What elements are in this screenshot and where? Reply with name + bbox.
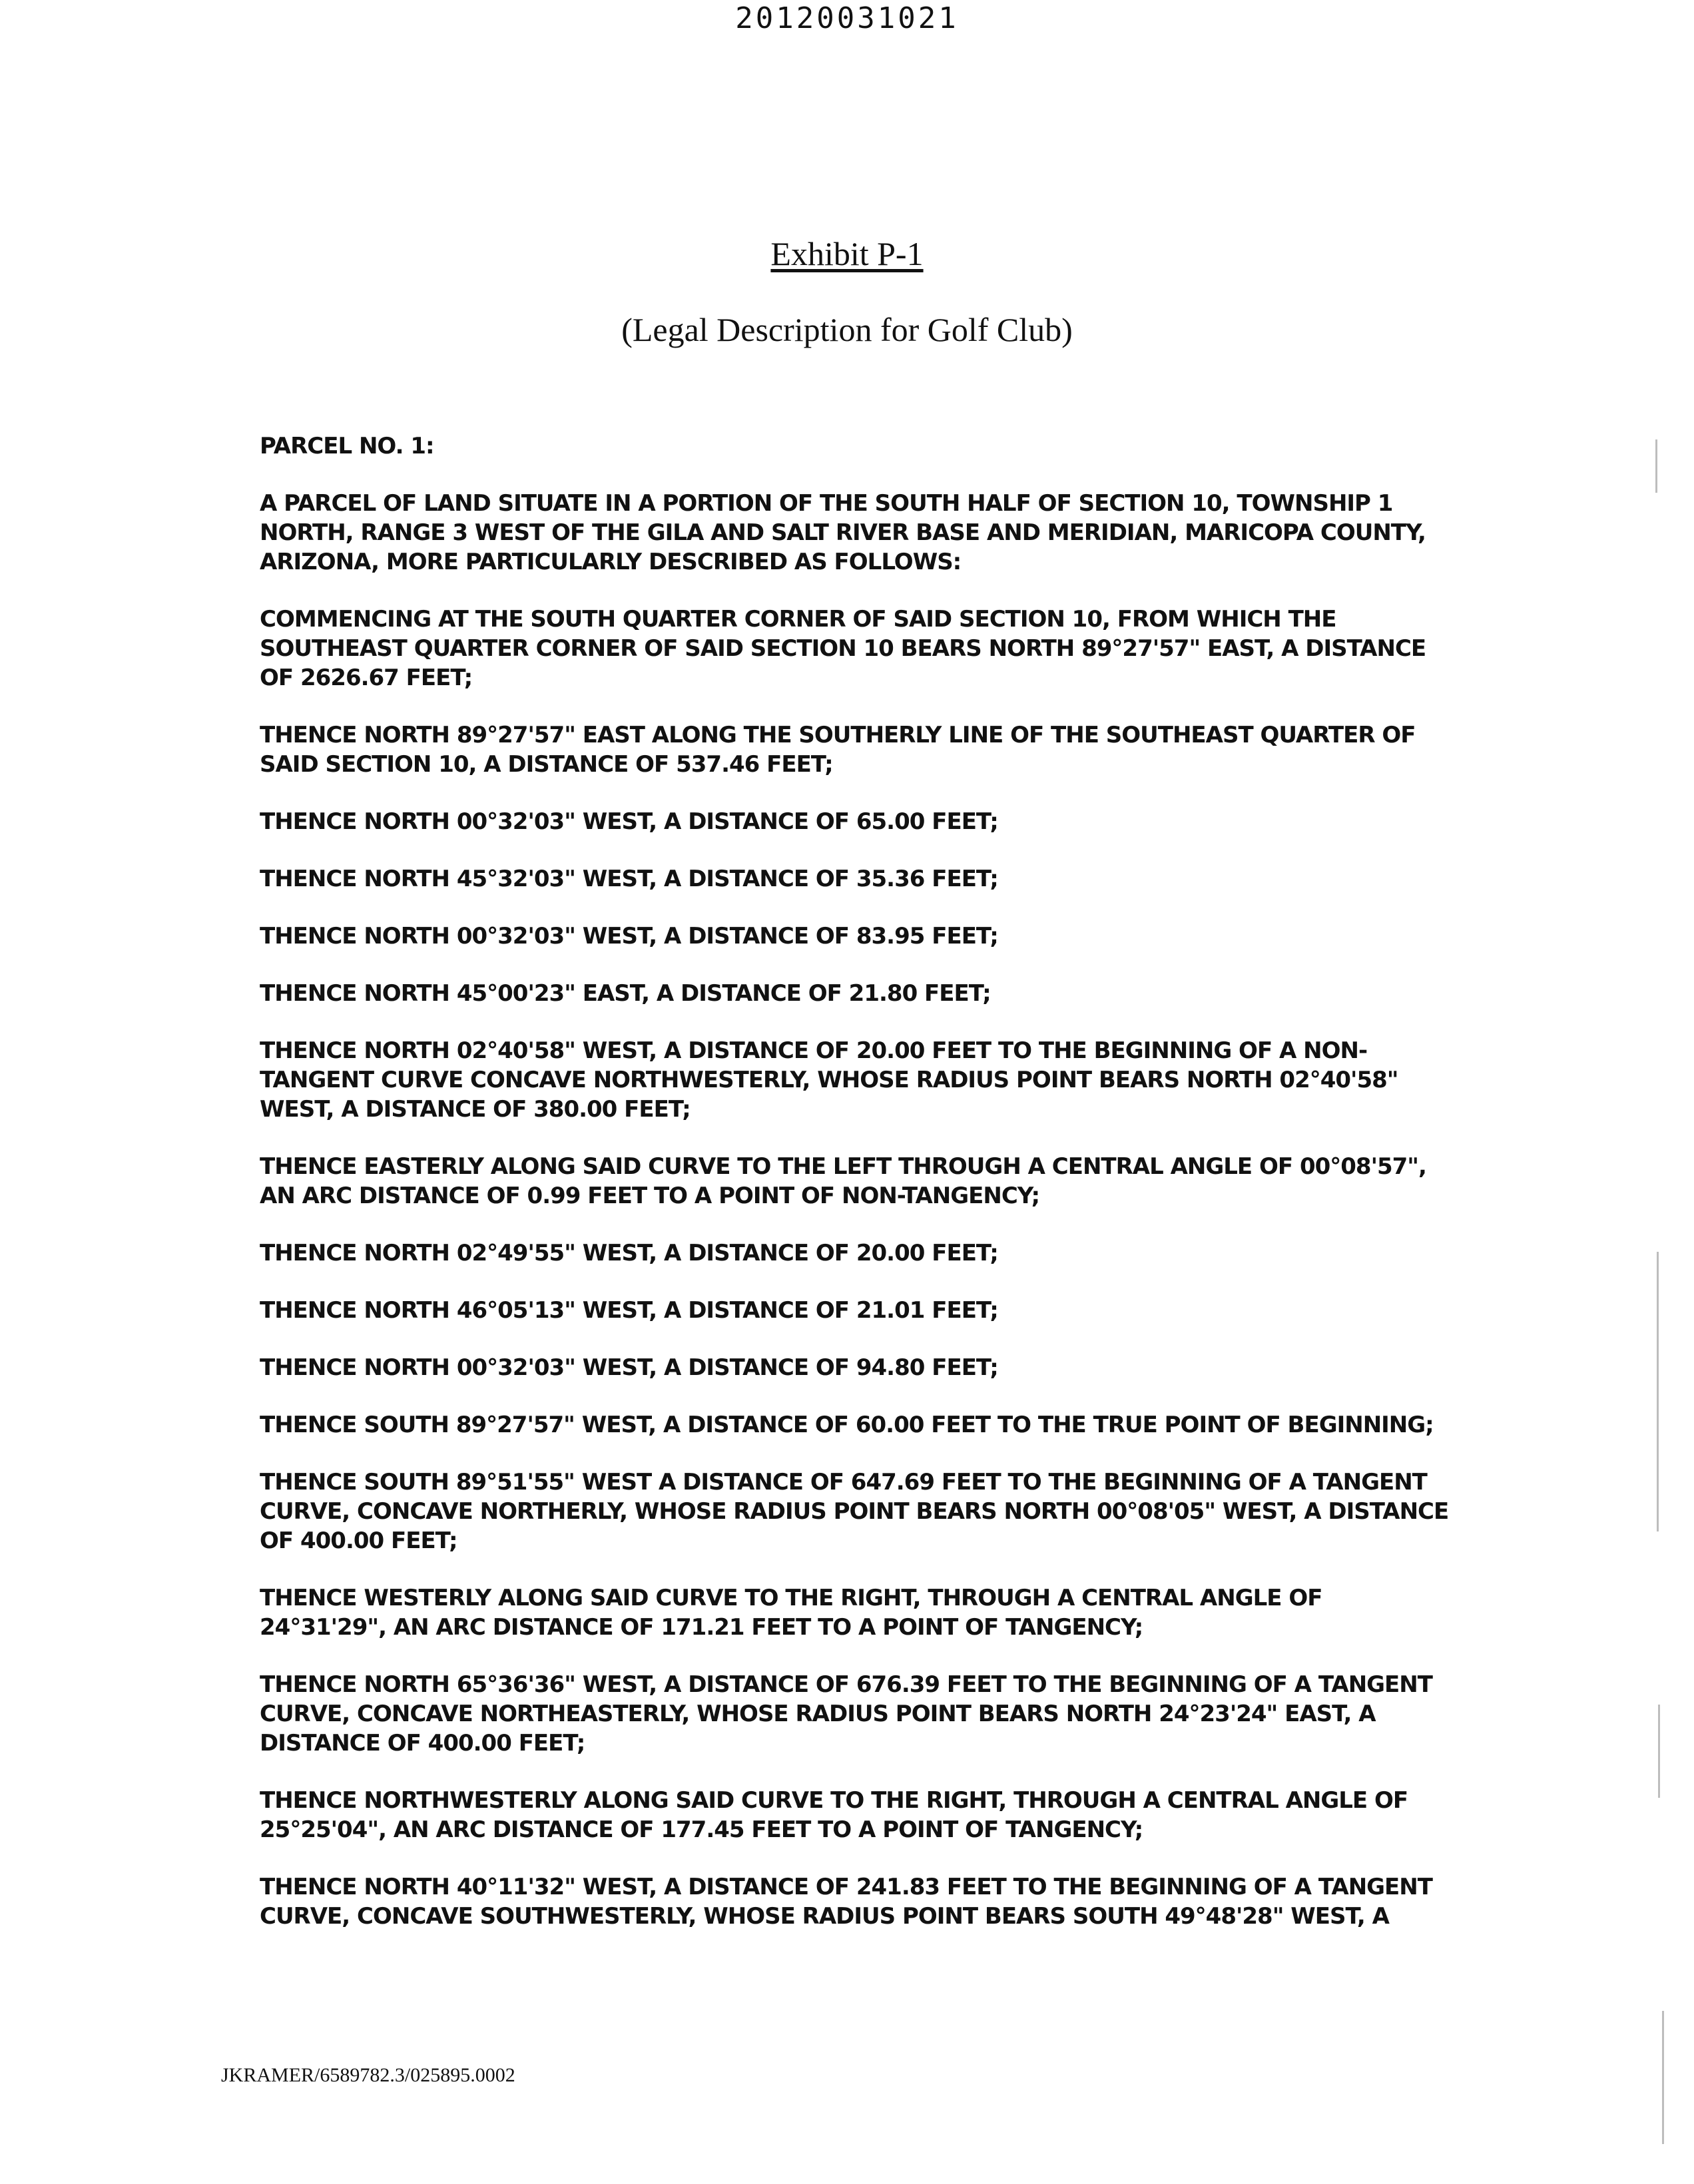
footer-reference: JKRAMER/6589782.3/025895.0002: [221, 2064, 515, 2086]
legal-paragraph: THENCE SOUTH 89°27'57" WEST, A DISTANCE OF 60.00 FEET TO THE TRUE POINT OF BEGINNING;: [260, 1412, 1434, 1438]
legal-paragraph: THENCE NORTH 02°40'58" WEST, A DISTANCE OF 20.00 FEET TO THE BEGINNING OF A NON-TANGENT CURVE CONCAVE NORTHWESTERLY, WHOSE RADIUS POINT BEARS NORTH 02°40'58" WEST, A DISTANCE OF 380.00 FEET;: [260, 1037, 1398, 1123]
legal-paragraph: THENCE NORTH 02°49'55" WEST, A DISTANCE OF 20.00 FEET;: [260, 1240, 998, 1266]
legal-paragraph: THENCE NORTH 00°32'03" WEST, A DISTANCE OF 65.00 FEET;: [260, 808, 998, 835]
legal-paragraph: A PARCEL OF LAND SITUATE IN A PORTION OF THE SOUTH HALF OF SECTION 10, TOWNSHIP 1 NORTH, RANGE 3 WEST OF THE GILA AND SALT RIVER BASE AND MERIDIAN, MARICOPA COUNTY, ARIZONA, MORE PARTICULARLY DESCRIBED AS FOLLOWS:: [260, 490, 1426, 575]
document-number: 20120031021: [735, 1, 959, 35]
exhibit-subtitle: (Legal Description for Golf Club): [621, 311, 1073, 348]
legal-paragraph: THENCE EASTERLY ALONG SAID CURVE TO THE LEFT THROUGH A CENTRAL ANGLE OF 00°08'57", AN ARC DISTANCE OF 0.99 FEET TO A POINT OF NON-TANGENCY;: [260, 1153, 1426, 1209]
scan-edge-mark: [1655, 439, 1657, 493]
parcel-heading: PARCEL NO. 1:: [260, 433, 434, 459]
scan-edge-mark: [1658, 1705, 1660, 1798]
legal-paragraph: THENCE NORTH 45°00'23" EAST, A DISTANCE OF 21.80 FEET;: [260, 980, 991, 1007]
legal-paragraph: THENCE NORTH 46°05'13" WEST, A DISTANCE OF 21.01 FEET;: [260, 1297, 998, 1324]
legal-description-body: [260, 431, 1452, 1959]
legal-paragraph: THENCE NORTH 45°32'03" WEST, A DISTANCE OF 35.36 FEET;: [260, 866, 998, 892]
legal-paragraph: THENCE NORTH 40°11'32" WEST, A DISTANCE OF 241.83 FEET TO THE BEGINNING OF A TANGENT CURVE, CONCAVE SOUTHWESTERLY, WHOSE RADIUS POINT BEARS SOUTH 49°48'28" WEST, A: [260, 1874, 1432, 1930]
legal-paragraph: COMMENCING AT THE SOUTH QUARTER CORNER OF SAID SECTION 10, FROM WHICH THE SOUTHEAST QUARTER CORNER OF SAID SECTION 10 BEARS NORTH 89°27'57" EAST, A DISTANCE OF 2626.67 FEET;: [260, 606, 1426, 691]
legal-paragraph: THENCE NORTH 65°36'36" WEST, A DISTANCE OF 676.39 FEET TO THE BEGINNING OF A TANGENT CURVE, CONCAVE NORTHEASTERLY, WHOSE RADIUS POINT BEARS NORTH 24°23'24" EAST, A DISTANCE OF 400.00 FEET;: [260, 1671, 1432, 1757]
scan-edge-mark: [1657, 1252, 1659, 1531]
legal-paragraph: THENCE SOUTH 89°51'55" WEST A DISTANCE OF 647.69 FEET TO THE BEGINNING OF A TANGENT CURVE, CONCAVE NORTHERLY, WHOSE RADIUS POINT BEARS NORTH 00°08'05" WEST, A DISTANCE OF 400.00 FEET;: [260, 1469, 1449, 1554]
legal-paragraph: THENCE NORTHWESTERLY ALONG SAID CURVE TO THE RIGHT, THROUGH A CENTRAL ANGLE OF 25°25'04", AN ARC DISTANCE OF 177.45 FEET TO A POINT OF TANGENCY;: [260, 1787, 1408, 1843]
legal-paragraph: THENCE NORTH 00°32'03" WEST, A DISTANCE OF 94.80 FEET;: [260, 1354, 998, 1381]
legal-paragraph: THENCE WESTERLY ALONG SAID CURVE TO THE RIGHT, THROUGH A CENTRAL ANGLE OF 24°31'29", AN ARC DISTANCE OF 171.21 FEET TO A POINT OF TANGENCY;: [260, 1585, 1322, 1641]
scan-edge-mark: [1662, 2011, 1664, 2144]
legal-paragraph: THENCE NORTH 00°32'03" WEST, A DISTANCE OF 83.95 FEET;: [260, 923, 998, 950]
exhibit-title: Exhibit P-1: [770, 235, 924, 272]
legal-paragraph: THENCE NORTH 89°27'57" EAST ALONG THE SOUTHERLY LINE OF THE SOUTHEAST QUARTER OF SAID SECTION 10, A DISTANCE OF 537.46 FEET;: [260, 722, 1416, 778]
